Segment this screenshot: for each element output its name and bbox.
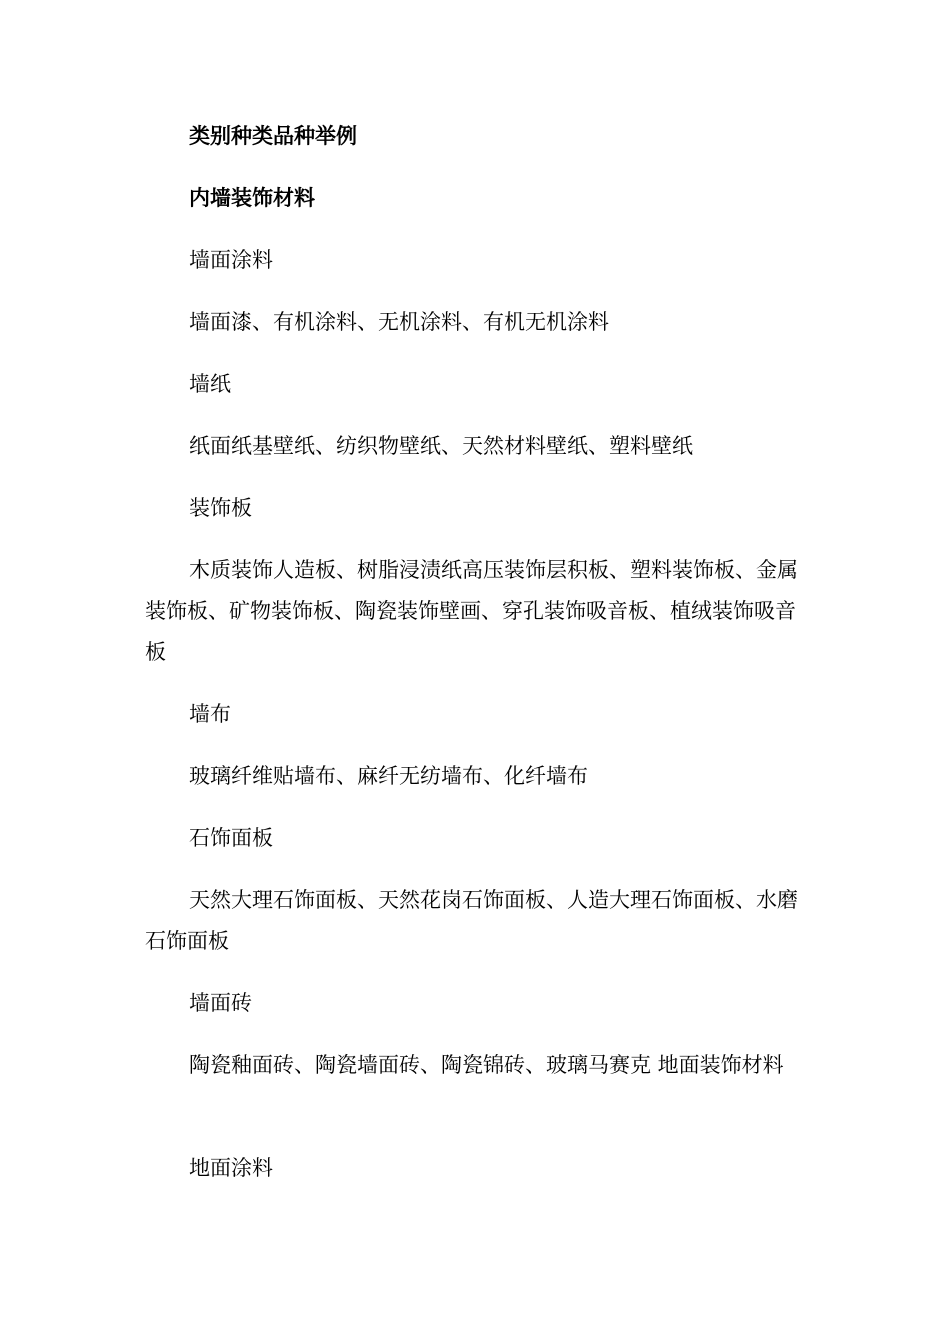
paragraph-examples-wall-cloth: 玻璃纤维贴墙布、麻纤无纺墙布、化纤墙布 xyxy=(189,764,588,788)
paragraph-type-decorative-board: 装饰板 xyxy=(189,496,252,520)
paragraph-type-wallpaper: 墙纸 xyxy=(189,372,231,396)
paragraph-examples-wallpaper: 纸面纸基壁纸、纺织物壁纸、天然材料壁纸、塑料壁纸 xyxy=(189,434,693,458)
paragraph-examples-wall-tile: 陶瓷釉面砖、陶瓷墙面砖、陶瓷锦砖、玻璃马赛克 地面装饰材料 xyxy=(189,1053,784,1077)
paragraph-examples-stone-panel: 天然大理石饰面板、天然花岗石饰面板、人造大理石饰面板、水磨石饰面板 xyxy=(145,888,798,953)
paragraph-examples-wall-coating: 墙面漆、有机涂料、无机涂料、有机无机涂料 xyxy=(189,310,609,334)
paragraph-examples-decorative-board: 木质装饰人造板、树脂浸渍纸高压装饰层积板、塑料装饰板、金属装饰板、矿物装饰板、陶瓷装饰壁画、穿孔装饰吸音板、植绒装饰吸音板 xyxy=(145,558,798,664)
paragraph-type-stone-panel: 石饰面板 xyxy=(189,826,273,850)
paragraph-table-header: 类别种类品种举例 xyxy=(189,124,357,148)
paragraph-type-wall-tile: 墙面砖 xyxy=(189,991,252,1015)
paragraph-type-floor-coating: 地面涂料 xyxy=(189,1156,273,1180)
paragraph-type-wall-cloth: 墙布 xyxy=(189,702,231,726)
paragraph-type-wall-coating: 墙面涂料 xyxy=(189,248,273,272)
paragraph-category-interior-wall: 内墙装饰材料 xyxy=(189,186,315,210)
